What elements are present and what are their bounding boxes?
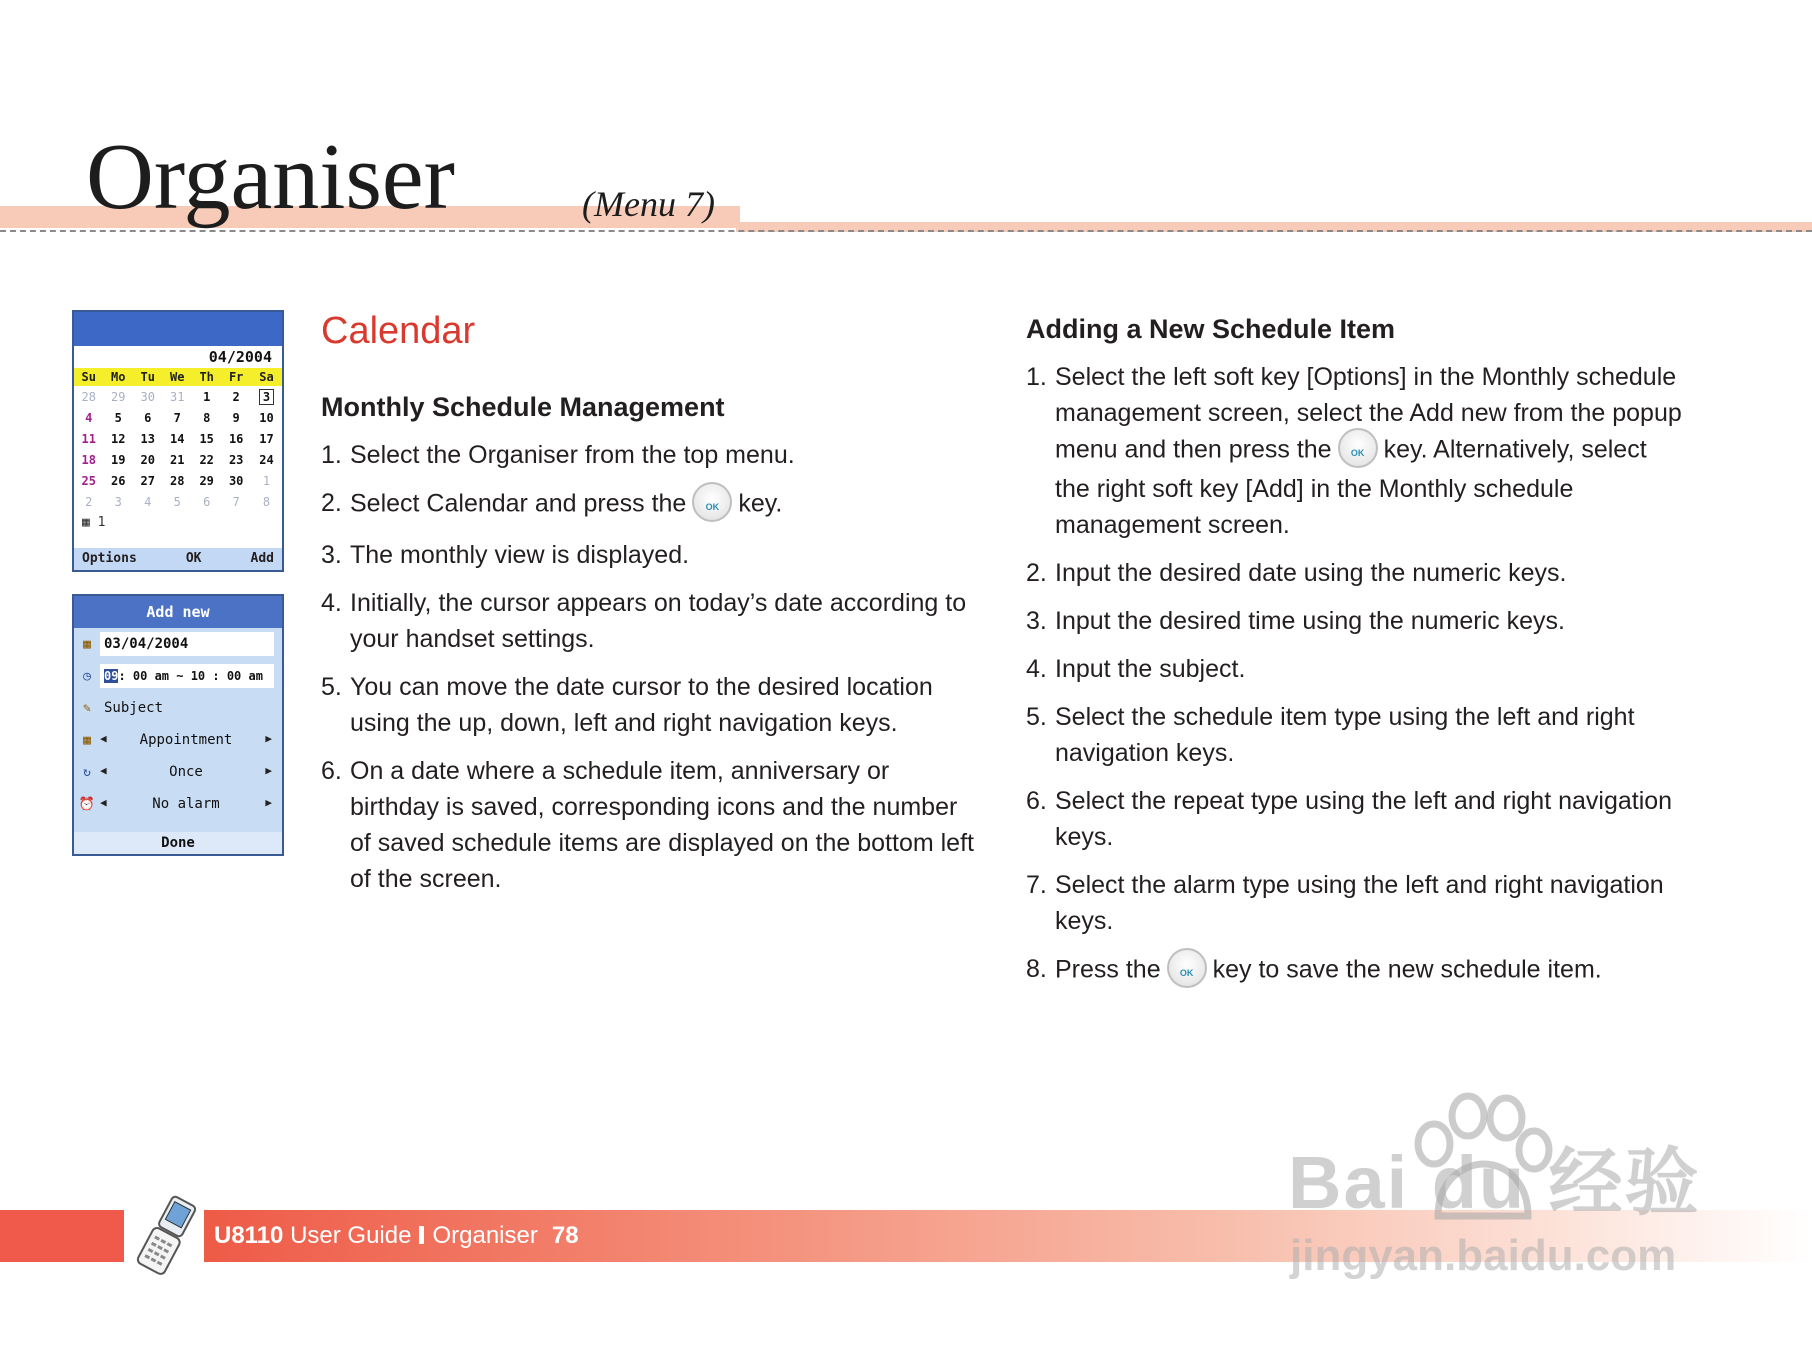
calendar-icon: ▦ bbox=[83, 636, 91, 652]
alarm-icon: ⏰ bbox=[78, 796, 96, 812]
calendar-day bbox=[74, 428, 103, 449]
list-item bbox=[321, 753, 981, 897]
calendar-day-number: 4 bbox=[85, 410, 93, 425]
list-item bbox=[1026, 867, 1686, 939]
calendar-day bbox=[251, 470, 282, 491]
list-number: 1. bbox=[1026, 363, 1047, 391]
section-heading: Calendar bbox=[321, 310, 476, 352]
calendar-day bbox=[251, 407, 282, 428]
clock-icon: ◷ bbox=[83, 668, 91, 684]
schedule-icon: ▦ bbox=[82, 515, 90, 530]
subheading-adding: Adding a New Schedule Item bbox=[1026, 314, 1396, 344]
calendar-day bbox=[103, 386, 132, 407]
alarm-row bbox=[74, 788, 282, 820]
ok-key-label: OK bbox=[1350, 448, 1365, 458]
alarm-value: No alarm bbox=[152, 796, 220, 812]
list-text: Input the desired time using the numeric keys. bbox=[1055, 607, 1565, 635]
calendar-week bbox=[74, 449, 282, 470]
weekday-header: Th bbox=[192, 368, 221, 386]
subject-field: Subject bbox=[104, 700, 164, 716]
calendar-week bbox=[74, 491, 282, 512]
type-value: Appointment bbox=[139, 732, 233, 748]
time-field bbox=[100, 664, 274, 688]
calendar-day-number: 3 bbox=[114, 494, 122, 509]
list-text: Input the subject. bbox=[1055, 655, 1246, 683]
calendar-day-number: 20 bbox=[140, 452, 155, 467]
footer-model: U8110 bbox=[214, 1222, 284, 1249]
left-arrow-icon: ◀ bbox=[100, 796, 107, 809]
flip-phone-icon bbox=[130, 1192, 200, 1278]
list-text: The monthly view is displayed. bbox=[350, 541, 690, 569]
schedule-indicator bbox=[74, 512, 282, 534]
calendar-day-number: 22 bbox=[199, 452, 214, 467]
calendar-day bbox=[251, 428, 282, 449]
footer-text bbox=[214, 1222, 579, 1250]
type-row bbox=[74, 724, 282, 756]
date-field: 03/04/2004 bbox=[100, 632, 274, 656]
list-item bbox=[321, 485, 981, 525]
calendar-week bbox=[74, 407, 282, 428]
calendar-day-number: 7 bbox=[173, 410, 181, 425]
header-dashed-rule bbox=[0, 230, 1812, 232]
subheading-monthly: Monthly Schedule Management bbox=[321, 392, 725, 422]
time-rest: : 00 am ~ 10 : 00 am bbox=[118, 669, 263, 683]
calendar-day bbox=[162, 407, 191, 428]
calendar-day-number: 15 bbox=[199, 431, 214, 446]
list-text: key. Alternatively, select the right soft key [Add] in the Monthly schedule management screen. bbox=[1055, 435, 1647, 539]
adding-steps bbox=[1026, 359, 1686, 1003]
calendar-day-number: 6 bbox=[144, 410, 152, 425]
list-number: 3. bbox=[321, 541, 342, 569]
calendar-day bbox=[74, 407, 103, 428]
calendar-day-number: 30 bbox=[140, 389, 155, 404]
list-text: Initially, the cursor appears on today’s date according to your handset settings. bbox=[350, 589, 967, 653]
footer-separator bbox=[419, 1226, 424, 1244]
calendar-day-number: 2 bbox=[85, 494, 93, 509]
monthly-steps bbox=[321, 437, 981, 909]
calendar-day bbox=[221, 449, 250, 470]
calendar-day-number: 2 bbox=[232, 389, 240, 404]
list-item bbox=[1026, 651, 1686, 687]
calendar-day bbox=[192, 470, 221, 491]
calendar-day bbox=[74, 491, 103, 512]
calendar-day-number: 26 bbox=[111, 473, 126, 488]
calendar-day-number: 30 bbox=[228, 473, 244, 488]
calendar-day bbox=[162, 491, 191, 512]
calendar-day bbox=[103, 470, 132, 491]
time-row bbox=[74, 660, 282, 692]
calendar-day-number: 3 bbox=[259, 389, 274, 405]
list-text: Input the desired date using the numeric keys. bbox=[1055, 559, 1567, 587]
calendar-day bbox=[221, 386, 250, 407]
calendar-day bbox=[251, 386, 282, 407]
list-text: Select the repeat type using the left and right navigation keys. bbox=[1055, 787, 1673, 851]
calendar-day-number: 14 bbox=[169, 431, 185, 446]
calendar-screenshot bbox=[72, 310, 284, 572]
ok-key-label: OK bbox=[705, 502, 720, 512]
calendar-day-number: 17 bbox=[259, 431, 274, 446]
list-item bbox=[321, 669, 981, 741]
calendar-day-number: 24 bbox=[259, 452, 274, 467]
calendar-day-number: 4 bbox=[144, 494, 152, 509]
softkey-bar bbox=[74, 548, 282, 570]
calendar-day-number: 23 bbox=[228, 452, 244, 467]
ok-key-icon bbox=[692, 482, 732, 522]
list-item bbox=[1026, 555, 1686, 591]
repeat-icon: ↻ bbox=[83, 764, 91, 780]
calendar-day-number: 6 bbox=[203, 494, 211, 509]
calendar-day bbox=[221, 407, 250, 428]
calendar-day-number: 27 bbox=[140, 473, 155, 488]
list-item bbox=[1026, 603, 1686, 639]
calendar-day-number: 5 bbox=[173, 494, 181, 509]
repeat-value: Once bbox=[169, 764, 203, 780]
weekday-header: Tu bbox=[133, 368, 162, 386]
list-text: Select the left soft key [Options] in the Monthly schedule management screen, select the Add new from the popup menu and then press the bbox=[1055, 363, 1682, 464]
calendar-day bbox=[192, 491, 221, 512]
calendar-day-number: 8 bbox=[262, 494, 271, 509]
memo-icon: ✎ bbox=[83, 700, 91, 716]
calendar-day bbox=[251, 449, 282, 470]
calendar-day-number: 29 bbox=[199, 473, 214, 488]
list-number: 8. bbox=[1026, 955, 1047, 983]
calendar-day bbox=[74, 386, 103, 407]
ok-key-label: OK bbox=[1179, 968, 1194, 978]
list-number: 6. bbox=[1026, 787, 1047, 815]
ok-key-icon bbox=[1338, 428, 1378, 468]
list-number: 2. bbox=[1026, 559, 1047, 587]
list-text: On a date where a schedule item, anniversary or birthday is saved, corresponding icons and the number of saved schedule items are displayed on the bottom left of the screen. bbox=[350, 757, 974, 893]
calendar-day-number: 13 bbox=[140, 431, 155, 446]
list-number: 5. bbox=[321, 673, 342, 701]
list-text: key to save the new schedule item. bbox=[1212, 955, 1602, 984]
list-number: 2. bbox=[321, 489, 342, 517]
calendar-day bbox=[133, 386, 162, 407]
list-item bbox=[321, 585, 981, 657]
subject-row bbox=[74, 692, 282, 724]
list-item bbox=[321, 437, 981, 473]
weekday-header: We bbox=[162, 368, 191, 386]
calendar-day-number: 31 bbox=[169, 389, 185, 404]
calendar-day bbox=[162, 449, 191, 470]
list-item bbox=[1026, 359, 1686, 543]
list-number: 5. bbox=[1026, 703, 1047, 731]
calendar-day-number: 28 bbox=[81, 389, 96, 404]
list-text: Select the alarm type using the left and right navigation keys. bbox=[1055, 871, 1664, 935]
calendar-day bbox=[192, 407, 221, 428]
calendar-day bbox=[133, 470, 162, 491]
schedule-type-icon: ▦ bbox=[83, 732, 91, 748]
calendar-day bbox=[221, 491, 250, 512]
calendar-day bbox=[192, 428, 221, 449]
list-text: Select the schedule item type using the left and right navigation keys. bbox=[1055, 703, 1635, 767]
list-number: 4. bbox=[321, 589, 342, 617]
right-arrow-icon: ▶ bbox=[265, 732, 272, 745]
left-arrow-icon: ◀ bbox=[100, 764, 107, 777]
calendar-week bbox=[74, 470, 282, 491]
list-item bbox=[1026, 699, 1686, 771]
calendar-day-number: 29 bbox=[111, 389, 126, 404]
list-number: 6. bbox=[321, 757, 342, 785]
calendar-day bbox=[74, 449, 103, 470]
calendar-day bbox=[221, 470, 250, 491]
weekday-header: Sa bbox=[251, 368, 282, 386]
calendar-day-number: 1 bbox=[203, 389, 211, 404]
list-number: 3. bbox=[1026, 607, 1047, 635]
schedule-count: 1 bbox=[97, 515, 106, 530]
list-item bbox=[1026, 951, 1686, 991]
calendar-day bbox=[103, 449, 132, 470]
footer-left-block bbox=[0, 1210, 124, 1262]
calendar-day-number: 16 bbox=[228, 431, 244, 446]
menu-number: (Menu 7) bbox=[582, 184, 715, 224]
calendar-day bbox=[133, 428, 162, 449]
calendar-day bbox=[221, 428, 250, 449]
done-softkey: Done bbox=[74, 832, 282, 854]
softkey-options: Options bbox=[82, 551, 137, 566]
left-arrow-icon: ◀ bbox=[100, 732, 107, 745]
repeat-row bbox=[74, 756, 282, 788]
list-number: 4. bbox=[1026, 655, 1047, 683]
weekday-header: Mo bbox=[103, 368, 132, 386]
list-text: Press the bbox=[1055, 955, 1161, 984]
ok-key-icon bbox=[1167, 948, 1207, 988]
list-text: Select the Organiser from the top menu. bbox=[350, 441, 795, 469]
list-number: 1. bbox=[321, 441, 342, 469]
calendar-day bbox=[133, 491, 162, 512]
watermark-url: jingyan.baidu.com bbox=[1290, 1231, 1677, 1280]
calendar-day bbox=[192, 386, 221, 407]
footer-section: Organiser bbox=[432, 1222, 538, 1249]
calendar-day bbox=[103, 491, 132, 512]
date-row bbox=[74, 628, 282, 660]
footer-guide: User Guide bbox=[290, 1222, 412, 1249]
list-item bbox=[321, 537, 981, 573]
calendar-day-number: 10 bbox=[259, 410, 274, 425]
softkey-ok: OK bbox=[185, 551, 202, 566]
page-number: 78 bbox=[551, 1222, 579, 1249]
calendar-day-number: 18 bbox=[81, 452, 96, 467]
calendar-day bbox=[74, 470, 103, 491]
calendar-day-number: 1 bbox=[262, 473, 271, 488]
calendar-day bbox=[133, 407, 162, 428]
list-text: You can move the date cursor to the desired location using the up, down, left and right navigation keys. bbox=[350, 673, 933, 737]
calendar-day bbox=[103, 407, 132, 428]
add-new-screenshot bbox=[72, 594, 284, 856]
calendar-week bbox=[74, 386, 282, 407]
calendar-day-number: 28 bbox=[169, 473, 185, 488]
calendar-day bbox=[251, 491, 282, 512]
calendar-day-number: 8 bbox=[203, 410, 211, 425]
calendar-day-number: 5 bbox=[114, 410, 122, 425]
softkey-add: Add bbox=[250, 551, 274, 566]
month-year: 04/2004 bbox=[74, 346, 282, 368]
calendar-day-number: 25 bbox=[81, 473, 96, 488]
list-text: key. bbox=[738, 489, 783, 518]
list-text: Select Calendar and press the bbox=[350, 489, 687, 518]
calendar-day-number: 9 bbox=[232, 410, 240, 425]
calendar-day bbox=[103, 428, 132, 449]
list-number: 7. bbox=[1026, 871, 1047, 899]
calendar-week bbox=[74, 428, 282, 449]
calendar-day bbox=[162, 470, 191, 491]
screen-titlebar bbox=[74, 312, 282, 346]
calendar-grid bbox=[74, 368, 282, 512]
calendar-day-number: 12 bbox=[111, 431, 126, 446]
weekday-header: Su bbox=[74, 368, 103, 386]
calendar-day-number: 11 bbox=[81, 431, 96, 446]
calendar-day-number: 19 bbox=[111, 452, 126, 467]
right-arrow-icon: ▶ bbox=[265, 764, 272, 777]
right-arrow-icon: ▶ bbox=[265, 796, 272, 809]
time-hour: 09 bbox=[104, 669, 119, 683]
calendar-day-number: 7 bbox=[232, 494, 240, 509]
calendar-day-number: 21 bbox=[169, 452, 185, 467]
watermark-logo: Bai du 经验 bbox=[1288, 1141, 1701, 1224]
weekday-header: Fr bbox=[221, 368, 250, 386]
list-item bbox=[1026, 783, 1686, 855]
calendar-day bbox=[162, 428, 191, 449]
calendar-day bbox=[133, 449, 162, 470]
screen-title: Add new bbox=[74, 596, 282, 628]
calendar-day bbox=[192, 449, 221, 470]
page-title: Organiser bbox=[86, 125, 455, 229]
calendar-day bbox=[162, 386, 191, 407]
